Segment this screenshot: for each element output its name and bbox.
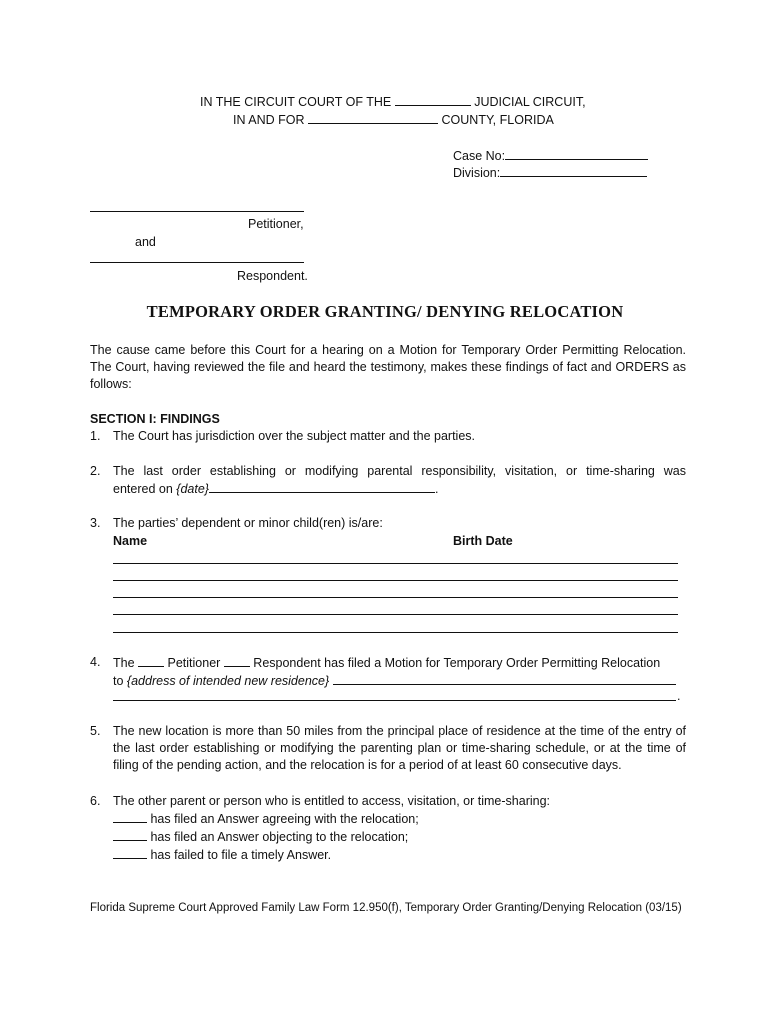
county-florida-label: COUNTY, FLORIDA [441,113,554,127]
answer-failed-label: has failed to file a timely Answer. [150,848,332,862]
division-label: Division: [453,166,501,180]
intro-paragraph: The cause came before this Court for a hearing on a Motion for Temporary Order Permitting Relocation. The Court, having reviewed the file and heard the testimony, makes these findings of fact and ORDERS as follows: [90,343,686,391]
answer-option [113,828,686,846]
order-date-field[interactable] [209,480,435,493]
county-blank[interactable] [308,111,438,124]
document-title: TEMPORARY ORDER GRANTING/ DENYING RELOCATION [146,302,624,321]
and-label: and [135,235,156,249]
circuit-blank[interactable] [395,93,471,106]
item-number: 2. [90,464,101,478]
answer-object-check[interactable] [113,828,147,841]
address-row [113,672,686,690]
petitioner-name-line[interactable] [90,211,304,212]
item-text: The last order establishing or modifying parental responsibility, visitation, or time-sharing was [113,464,686,478]
motion-text: Respondent has filed a Motion for Temporary Order Permitting Relocation [253,656,661,670]
child-entry-line[interactable] [113,580,678,581]
finding-item-2 [90,463,686,498]
petitioner-label: Petitioner, [248,217,304,231]
period: . [434,482,439,496]
the-label: The [113,656,135,670]
petitioner-option-label: Petitioner [167,656,221,670]
item-text: The other parent or person who is entitled to access, visitation, or time-sharing: [113,794,551,808]
answer-failed-check[interactable] [113,846,147,859]
item-number: 5. [90,724,101,738]
child-entry-line[interactable] [113,563,678,564]
division-row [453,164,673,182]
answer-option [113,810,686,828]
in-and-for-label: IN AND FOR [233,113,305,127]
item-number: 1. [90,429,101,443]
court-label: IN THE CIRCUIT COURT OF THE [200,95,392,109]
answer-agree-check[interactable] [113,810,147,823]
item-text: The parties’ dependent or minor child(ren) is/are: [113,516,383,530]
finding-item-5 [90,723,686,774]
new-address-field[interactable] [333,672,676,685]
judicial-circuit-label: JUDICIAL CIRCUIT, [474,95,586,109]
finding-item-6 [90,793,686,864]
case-no-field[interactable] [505,147,648,160]
item-number: 6. [90,794,101,808]
col-birth-date-header: Birth Date [453,534,513,548]
answer-object-label: has filed an Answer objecting to the relocation; [150,830,409,844]
respondent-label: Respondent. [237,269,308,283]
motion-row [113,654,686,672]
address-placeholder: {address of intended new residence} [126,674,330,688]
new-address-field-line-2[interactable] [113,700,676,701]
finding-item-1 [90,428,686,445]
to-label: to [113,674,124,688]
child-entry-line[interactable] [113,597,678,598]
case-no-label: Case No: [453,149,506,163]
form-footer: Florida Supreme Court Approved Family Law Form 12.950(f), Temporary Order Granting/Denying Relocation (03/15) [90,902,682,914]
col-name-header: Name [113,534,148,548]
court-header-line-1 [200,93,590,111]
entered-on-row [113,480,686,498]
item-text: The new location is more than 50 miles from the principal place of residence at the time of the entry of the last order establishing or modifying the parenting plan or time-sharing schedule, or at the time of filing of the pending action, and the relocation is for a period of at least 60 consecutive days. [113,724,686,772]
entered-on-label: entered on [113,482,173,496]
division-field[interactable] [500,164,647,177]
date-placeholder: {date} [176,482,209,496]
answer-agree-label: has filed an Answer agreeing with the relocation; [150,812,419,826]
child-entry-line[interactable] [113,614,678,615]
respondent-check-blank[interactable] [224,654,250,667]
section-1-heading: SECTION I: FINDINGS [90,412,220,426]
address-period: . [677,689,681,703]
item-number: 3. [90,516,101,530]
finding-item-4 [90,654,686,690]
item-text: The Court has jurisdiction over the subject matter and the parties. [113,429,475,443]
court-header-line-2 [233,111,573,129]
petitioner-check-blank[interactable] [138,654,164,667]
respondent-name-line[interactable] [90,262,304,263]
child-entry-line[interactable] [113,632,678,633]
finding-item-3 [90,515,686,532]
item-number: 4. [90,655,101,669]
answer-option [113,846,686,864]
case-no-row [453,147,673,165]
